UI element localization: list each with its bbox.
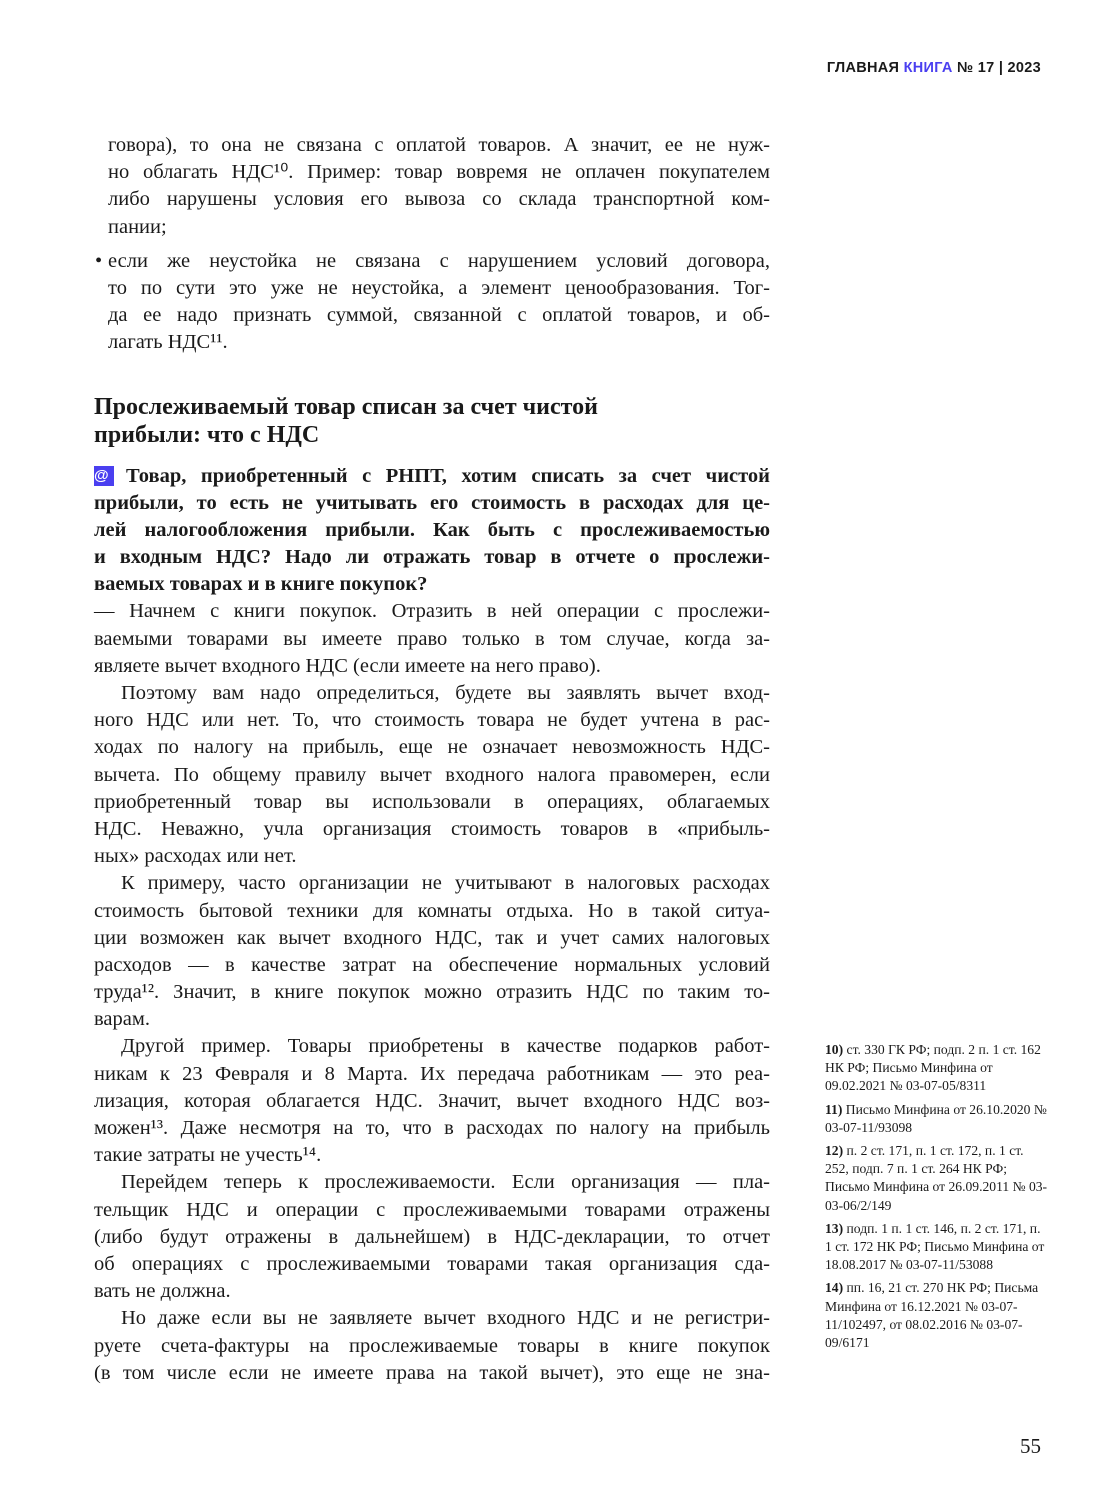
line-text: если же неустойка не связана с нарушением условий договора, <box>108 249 770 272</box>
line-text: ного НДС или нет. То, что стоимость товара не будет учтена в рас- <box>94 709 770 732</box>
line-text: руете счета-фактуры на прослеживаемые товары в книге покупок <box>94 1334 770 1357</box>
line-text: никам к 23 Февраля и 8 Марта. Их передача работникам — это реа- <box>94 1062 770 1085</box>
footnote-text: п. 2 ст. 171, п. 1 ст. 172, п. 1 ст. 252, подп. 7 п. 1 ст. 264 НК РФ; Письмо Минфина от 26.09.2011 № 03-03-06/2/149 <box>825 1143 1048 1213</box>
text-line <box>94 1333 770 1360</box>
para-block <box>94 870 770 1033</box>
footnote <box>825 1101 1050 1137</box>
footnote-text: Письмо Минфина от 26.10.2020 № 03-07-11/93098 <box>825 1101 1047 1135</box>
text-line <box>94 1305 770 1332</box>
line-text: Поэтому вам надо определиться, будете вы заявлять вычет вход- <box>121 682 770 704</box>
line-text: но облагать НДС¹⁰. Пример: товар вовремя не оплачен покупателем <box>108 161 770 184</box>
line-text: либо нарушены условия его вывоза со склада транспортной ком- <box>108 188 770 211</box>
line-text: ваемыми товарами вы имеете право только в том случае, когда за- <box>94 627 770 650</box>
text-line <box>94 1006 770 1033</box>
line-text: такие затраты не учесть¹⁴. <box>94 1144 322 1167</box>
line-text: стоимость бытовой техники для комнаты отдыха. Но в такой ситуа- <box>94 899 770 922</box>
line-text: Но даже если вы не заявляете вычет входного НДС и не регистри- <box>121 1307 770 1330</box>
bullet-block <box>94 248 770 357</box>
text-line <box>94 1251 770 1278</box>
text-line <box>94 653 770 680</box>
text-line <box>94 598 770 625</box>
footnote-text: подп. 1 п. 1 ст. 146, п. 2 ст. 171, п. 1 ст. 172 НК РФ; Письмо Минфина от 18.08.2017 № 03-07-11/53088 <box>825 1220 1045 1273</box>
cont-block <box>94 132 770 241</box>
text-line <box>94 1115 770 1142</box>
text-line <box>94 1061 770 1088</box>
question-at-icon: @ <box>94 466 114 486</box>
line-text: (либо будут отражены в дальнейшем) в НДС-декларации, то отчет <box>94 1225 770 1248</box>
footnote-text: ст. 330 ГК РФ; подп. 2 п. 1 ст. 162 НК РФ; Письмо Минфина от 09.02.2021 № 03-07-05/8311 <box>825 1042 1041 1094</box>
line-text: тельщик НДС и операции с прослеживаемыми товарами отражены <box>94 1198 770 1221</box>
text-line <box>94 979 770 1006</box>
line-text: К примеру, часто организации не учитывают в налоговых расходах <box>121 872 770 895</box>
line-text: лей налогообложения прибыли. Как быть с прослеживаемостью <box>94 518 770 541</box>
footnote-number: 12) <box>825 1143 844 1159</box>
text-line <box>94 762 770 789</box>
footnote-number: 14) <box>825 1280 844 1296</box>
line-text: Товар, приобретенный с РНПТ, хотим списать за счет чистой <box>126 464 770 487</box>
text-line <box>94 626 770 653</box>
text-line <box>94 1278 770 1305</box>
footnotes <box>825 1041 1050 1357</box>
text-line <box>94 1224 770 1251</box>
text-line <box>94 186 770 213</box>
text-line <box>94 302 770 329</box>
line-text: ных» расходах или нет. <box>94 845 297 868</box>
line-text: пании; <box>108 215 167 238</box>
text-line <box>94 898 770 925</box>
line-text: Другой пример. Товары приобретены в качестве подарков работ- <box>121 1035 770 1058</box>
spacer <box>94 241 770 248</box>
line-text: да ее надо признать суммой, связанной с оплатой товаров, и об- <box>108 304 770 327</box>
article-body <box>94 132 770 1387</box>
text-line <box>94 789 770 816</box>
line-text: лизация, которая облагается НДС. Значит, вычет входного НДС воз- <box>94 1089 770 1112</box>
bullet-icon: • <box>95 249 103 272</box>
para-block <box>94 680 770 870</box>
footnote-text: пп. 16, 21 ст. 270 НК РФ; Письма Минфина от 16.12.2021 № 03-07-11/102497, от 08.02.2016 № 03-07-09/6171 <box>825 1280 1039 1351</box>
line-text: и входным НДС? Надо ли отражать товар в отчете о прослежи- <box>94 546 770 569</box>
line-text: ходах по налогу на прибыль, еще не означает невозможность НДС- <box>94 736 770 759</box>
text-line <box>94 952 770 979</box>
running-header <box>827 60 1041 76</box>
footnote <box>825 1041 1050 1096</box>
section-heading <box>94 393 770 449</box>
para-block <box>94 1169 770 1305</box>
question-block <box>94 463 770 599</box>
footnote <box>825 1220 1050 1275</box>
line-text: варам. <box>94 1008 150 1031</box>
text-line <box>94 870 770 897</box>
footnote-number: 11) <box>825 1101 843 1117</box>
text-line <box>94 329 770 356</box>
line-text: ваемых товарах и в книге покупок? <box>94 573 428 596</box>
text-line <box>94 159 770 186</box>
text-line <box>94 132 770 159</box>
text-line <box>94 275 770 302</box>
line-text: говора), то она не связана с оплатой товаров. А значит, ее не нуж- <box>108 134 770 156</box>
line-text: являете вычет входного НДС (если имеете на него право). <box>94 654 601 677</box>
issue-number: № 17 | 2023 <box>957 60 1041 76</box>
text-line <box>94 214 770 241</box>
footnote-number: 10) <box>825 1042 844 1057</box>
line-text: труда¹². Значит, в книге покупок можно отразить НДС по таким то- <box>94 981 770 1004</box>
text-line <box>94 816 770 843</box>
line-text: — Начнем с книги покупок. Отразить в ней операции с прослежи- <box>94 600 770 623</box>
text-line <box>94 544 770 571</box>
para-block <box>94 1305 770 1387</box>
text-line <box>94 925 770 952</box>
heading-line: Прослеживаемый товар списан за счет чистой <box>94 393 598 420</box>
brand-name: ГЛАВНАЯ <box>826 60 900 76</box>
line-text: вать не должна. <box>94 1280 231 1303</box>
line-text: лагать НДС¹¹. <box>108 331 228 354</box>
text-line <box>94 734 770 761</box>
text-line <box>94 843 770 870</box>
line-text: то по сути это уже не неустойка, а элемент ценообразования. Тог- <box>108 276 770 299</box>
heading-line: прибыли: что с НДС <box>94 421 320 448</box>
text-line <box>94 571 770 598</box>
page-number: 55 <box>1020 1434 1041 1458</box>
footnote <box>825 1279 1050 1352</box>
footnote-number: 13) <box>825 1220 844 1236</box>
line-text: приобретенный товар вы использовали в операциях, облагаемых <box>94 790 770 813</box>
footnote <box>825 1142 1050 1215</box>
text-line <box>94 1360 770 1387</box>
text-line <box>94 680 770 707</box>
text-line <box>94 1088 770 1115</box>
line-text: расходов — в качестве затрат на обеспечение нормальных условий <box>94 953 770 976</box>
line-text: ции возможен как вычет входного НДС, так и учет самих налоговых <box>94 926 770 949</box>
text-line <box>94 517 770 544</box>
brand-name-accent: КНИГА <box>903 60 953 76</box>
line-text: Перейдем теперь к прослеживаемости. Если организация — пла- <box>121 1171 770 1194</box>
line-text: об операциях с прослеживаемыми товарами такая организация сда- <box>94 1252 770 1275</box>
text-line <box>94 463 770 490</box>
line-text: прибыли, то есть не учитывать его стоимость в расходах для це- <box>94 491 770 514</box>
text-line <box>94 1197 770 1224</box>
text-line <box>94 1142 770 1169</box>
text-line <box>94 490 770 517</box>
answer-block <box>94 598 770 680</box>
text-line <box>94 248 770 275</box>
text-line <box>94 707 770 734</box>
text-line <box>94 1169 770 1196</box>
line-text: вычета. По общему правилу вычет входного налога правомерен, если <box>94 763 770 786</box>
line-text: можен¹³. Даже несмотря на то, что в расходах по налогу на прибыль <box>94 1117 770 1139</box>
text-line <box>94 1033 770 1060</box>
line-text: (в том числе если не имеете права на такой вычет), это еще не зна- <box>94 1361 770 1384</box>
line-text: НДС. Неважно, учла организация стоимость товаров в «прибыль- <box>94 817 770 840</box>
para-block <box>94 1033 770 1169</box>
